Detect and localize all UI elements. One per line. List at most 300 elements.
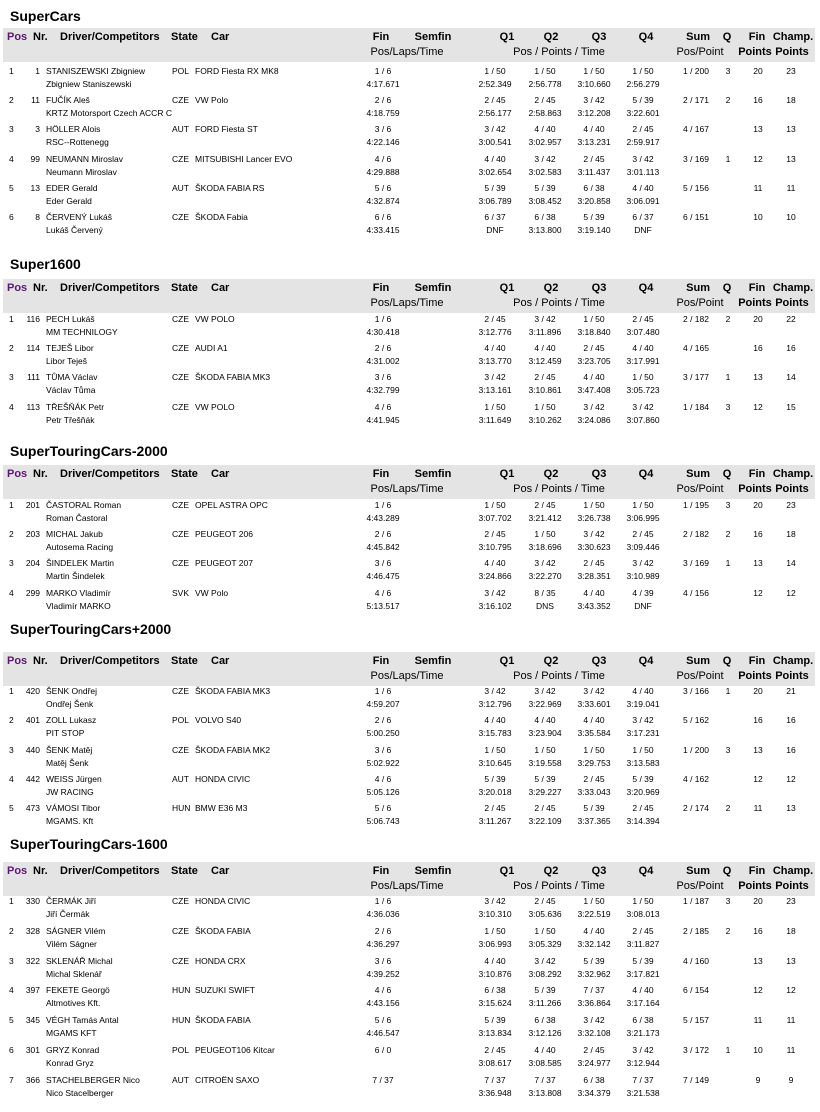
cell-t4: 3:07.480 (626, 327, 660, 337)
cell-sum: 3 / 177 (683, 372, 709, 383)
cell-q4: 7 / 37 (632, 1074, 654, 1085)
cell-t1: 3:16.102 (478, 600, 512, 611)
cell-sum: 4 / 167 (683, 124, 709, 135)
cell-q4: 6 / 38 (632, 1015, 654, 1026)
cell-finpts: 10 (753, 212, 763, 222)
header-sum: Sum (686, 865, 710, 877)
cell-q3: 2 / 45 (583, 773, 605, 784)
cell-driver: STACHELBERGER Nico (46, 1074, 140, 1085)
cell-sum: 4 / 156 (683, 587, 709, 598)
cell-team: Martin Šindelek (46, 571, 105, 582)
cell-q3: 1 / 50 (583, 896, 605, 906)
cell-fin: 1 / 6 (374, 500, 392, 510)
cell-time: 4:32.874 (366, 195, 400, 206)
cell-champ: 11 (786, 1015, 796, 1026)
cell-champ: 13 (786, 153, 796, 164)
cell-t4: 3:13.583 (626, 757, 660, 768)
cell-q3: 3 / 42 (583, 401, 605, 412)
header-nr: Nr. (33, 282, 48, 294)
cell-t2: 3:08.292 (528, 968, 562, 979)
cell-pos: 4 (9, 401, 14, 412)
cell-nr: 11 (31, 95, 40, 106)
cell-fin: 5 / 6 (374, 803, 392, 814)
header-car: Car (211, 282, 230, 294)
cell-car: ŠKODA FABIA MK3 (195, 686, 271, 696)
cell-driver: VÉGH Tamás Antal (46, 1015, 119, 1026)
cell-t2: 3:10.262 (528, 414, 562, 425)
cell-q: 2 (725, 529, 731, 540)
cell-driver: TŘEŠŇÁK Petr (46, 401, 105, 412)
cell-q2: 3 / 42 (534, 955, 556, 966)
cell-q3: 2 / 45 (583, 153, 605, 164)
cell-t4: 3:20.969 (626, 786, 660, 797)
cell-t2: 3:13.800 (528, 225, 562, 235)
cell-q2: 6 / 38 (534, 212, 556, 222)
header-q3: Q3 (591, 655, 607, 667)
cell-team: Ondřej Šenk (46, 699, 94, 709)
cell-driver: MICHAL Jakub (46, 529, 103, 540)
cell-t1: 3:10.795 (478, 542, 512, 553)
cell-nr: 322 (25, 955, 40, 966)
cell-q4: 2 / 45 (632, 529, 654, 540)
header-q4: Q4 (638, 282, 654, 294)
table-header (3, 862, 815, 896)
table-row (0, 371, 820, 400)
cell-q3: 3 / 42 (583, 95, 605, 106)
cell-t4: 3:21.173 (626, 1028, 660, 1039)
cell-team: Altmotives Kft. (46, 998, 101, 1009)
cell-finpts: 13 (753, 955, 763, 966)
cell-champ: 12 (786, 985, 796, 996)
header-fin: Fin (372, 282, 390, 294)
header-q1: Q1 (499, 31, 515, 43)
cell-champ: 12 (786, 587, 796, 598)
cell-t3: 3:28.351 (577, 571, 611, 582)
cell-t3: 3:35.584 (577, 728, 611, 739)
cell-t3: 3:34.379 (577, 1087, 611, 1098)
cell-finpts: 9 (755, 1074, 761, 1085)
cell-q: 2 (725, 95, 731, 106)
cell-q4: 1 / 50 (632, 500, 654, 510)
header-q4: Q4 (638, 655, 654, 667)
cell-t1: 3:13.161 (478, 385, 512, 396)
cell-q1: 1 / 50 (484, 500, 506, 510)
cell-pos: 1 (9, 314, 14, 324)
cell-team: MM TECHNILOGY (46, 327, 118, 337)
cell-sum: 2 / 171 (683, 95, 709, 106)
cell-nr: 13 (30, 182, 40, 193)
cell-t4: 3:11.827 (626, 938, 660, 949)
cell-q2: 5 / 39 (534, 985, 556, 996)
cell-t4: 3:05.723 (626, 385, 660, 396)
header-q1: Q1 (499, 468, 515, 480)
cell-q3: 5 / 39 (583, 212, 605, 222)
cell-q2: 7 / 37 (534, 1074, 556, 1085)
cell-champ: 22 (786, 314, 796, 324)
cell-state: CZE (172, 343, 189, 354)
cell-time: 4:17.671 (366, 79, 400, 89)
cell-driver: WEISS Jürgen (46, 773, 102, 784)
cell-t3: 3:33.601 (577, 699, 611, 709)
cell-t4: 3:01.113 (626, 166, 660, 177)
table-row (0, 153, 820, 182)
table-row (0, 1014, 820, 1043)
header-champ: Champ. (772, 31, 814, 43)
cell-sum: 5 / 156 (683, 182, 709, 193)
cell-q4: 2 / 45 (632, 925, 654, 936)
header-q-sub: Pos / Points / Time (513, 297, 605, 309)
cell-t2: 3:10.861 (528, 385, 562, 396)
table-row (0, 211, 820, 240)
cell-sum: 6 / 151 (683, 212, 709, 222)
table-row (0, 587, 820, 616)
cell-fin: 6 / 6 (374, 212, 392, 222)
cell-state: AUT (172, 124, 189, 135)
cell-t1: 3:13.834 (478, 1028, 512, 1039)
cell-fin: 4 / 6 (374, 153, 392, 164)
cell-nr: 3 (35, 124, 40, 135)
cell-t4: 3:22.601 (626, 108, 660, 119)
cell-car: VW POLO (195, 401, 235, 412)
cell-q1: 2 / 45 (484, 95, 506, 106)
cell-driver: FUČÍK Aleš (46, 95, 90, 106)
cell-finpts: 12 (753, 773, 763, 784)
cell-q2: 3 / 42 (534, 314, 556, 324)
cell-t2: 2:56.778 (528, 79, 562, 89)
cell-t2: 3:22.969 (528, 699, 562, 709)
cell-champ: 23 (786, 66, 796, 76)
cell-pos: 5 (9, 1015, 14, 1026)
cell-fin: 7 / 37 (372, 1074, 394, 1085)
header-state: State (171, 655, 198, 667)
cell-car: HONDA CIVIC (195, 896, 251, 906)
cell-driver: ZOLL Lukasz (46, 715, 97, 726)
cell-q3: 3 / 42 (583, 686, 605, 696)
cell-finpts: 13 (753, 372, 763, 383)
cell-state: CZE (172, 744, 189, 755)
cell-nr: 397 (25, 985, 40, 996)
cell-sum: 3 / 172 (683, 1045, 709, 1055)
cell-pos: 5 (9, 803, 14, 814)
cell-t2: 3:13.808 (528, 1087, 562, 1098)
cell-driver: NEUMANN Miroslav (46, 153, 123, 164)
header-fin-sub: Pos/Laps/Time (370, 297, 444, 309)
header-car: Car (211, 655, 230, 667)
cell-q: 1 (725, 1045, 731, 1055)
cell-team: Neumann Miroslav (46, 166, 117, 177)
cell-t3: 3:11.437 (577, 166, 611, 177)
cell-car: ŠKODA FABIA (195, 1015, 251, 1026)
cell-q1: 4 / 40 (484, 955, 506, 966)
cell-q3: 1 / 50 (583, 314, 605, 324)
cell-team: Vilém Ságner (46, 938, 97, 949)
cell-q2: 6 / 38 (534, 1015, 556, 1026)
cell-time: 5:05.126 (366, 786, 400, 797)
cell-t2: 3:11.266 (528, 998, 562, 1009)
header-q4: Q4 (638, 468, 654, 480)
cell-t4: 3:12.944 (626, 1058, 660, 1068)
cell-car: ŠKODA FABIA MK2 (195, 744, 271, 755)
cell-champ: 16 (786, 744, 796, 755)
table-row (0, 65, 820, 94)
cell-time: 4:31.002 (366, 356, 400, 367)
cell-t2: 3:02.583 (528, 166, 562, 177)
cell-fin: 4 / 6 (374, 587, 392, 598)
cell-q2: 2 / 45 (534, 500, 556, 510)
cell-champ: 10 (786, 212, 796, 222)
table-row (0, 182, 820, 211)
cell-q2: 5 / 39 (534, 182, 556, 193)
cell-state: CZE (172, 558, 189, 569)
cell-q3: 3 / 42 (583, 529, 605, 540)
header-sum-sub: Pos/Point (676, 670, 724, 682)
cell-time: 4:36.036 (366, 909, 400, 919)
table-row (0, 94, 820, 123)
cell-q: 3 (725, 744, 731, 755)
cell-sum: 1 / 195 (683, 500, 709, 510)
cell-q4: 2 / 45 (632, 803, 654, 814)
cell-q4: 4 / 40 (632, 686, 654, 696)
cell-q1: 5 / 39 (484, 182, 506, 193)
cell-nr: 401 (25, 715, 40, 726)
cell-state: CZE (172, 500, 189, 510)
cell-q1: 4 / 40 (484, 343, 506, 354)
header-sum: Sum (686, 282, 710, 294)
cell-t4: 3:17.991 (626, 356, 660, 367)
section-title: Super1600 (10, 256, 81, 272)
cell-state: HUN (172, 985, 191, 996)
cell-pos: 1 (9, 686, 14, 696)
cell-t3: 3:23.705 (577, 356, 611, 367)
cell-t3: 3:32.108 (577, 1028, 611, 1039)
header-q4: Q4 (638, 31, 654, 43)
header-finpts: Fin (748, 655, 766, 667)
cell-finpts: 13 (753, 744, 763, 755)
cell-q3: 3 / 42 (583, 1015, 605, 1026)
cell-champ: 21 (786, 686, 796, 696)
cell-time: 4:29.888 (366, 166, 400, 177)
header-q2: Q2 (543, 865, 559, 877)
cell-q2: 1 / 50 (534, 925, 556, 936)
cell-q2: 2 / 45 (534, 803, 556, 814)
cell-q: 3 (725, 66, 731, 76)
cell-t3: 3:20.858 (577, 195, 611, 206)
cell-q4: 1 / 50 (632, 896, 654, 906)
cell-fin: 2 / 6 (374, 529, 392, 540)
cell-finpts: 20 (753, 686, 763, 696)
cell-team: Eder Gerald (46, 195, 92, 206)
cell-driver: STANISZEWSKI Zbigniew (46, 66, 146, 76)
header-champ: Champ. (772, 865, 814, 877)
cell-q4: 5 / 39 (632, 95, 654, 106)
cell-team: PIT STOP (46, 728, 85, 739)
cell-pos: 4 (9, 153, 14, 164)
cell-q4: 4 / 39 (632, 587, 654, 598)
header-finpts-sub: Points (738, 46, 772, 58)
cell-t4: 3:17.821 (626, 968, 660, 979)
cell-sum: 2 / 182 (683, 529, 709, 540)
cell-fin: 4 / 6 (374, 401, 392, 412)
cell-pos: 2 (9, 715, 14, 726)
cell-q3: 2 / 45 (583, 558, 605, 569)
cell-t1: 3:10.876 (478, 968, 512, 979)
table-row (0, 1074, 820, 1103)
table-row (0, 955, 820, 984)
cell-q: 1 (725, 558, 731, 569)
header-champ-sub: Points (775, 297, 809, 309)
header-pos: Pos (7, 282, 28, 294)
cell-q4: 1 / 50 (632, 744, 654, 755)
header-finpts: Fin (748, 31, 766, 43)
cell-pos: 2 (9, 925, 14, 936)
cell-t1: 3:12.796 (478, 699, 512, 709)
cell-sum: 4 / 165 (683, 343, 709, 354)
cell-time: 4:43.289 (366, 513, 400, 523)
cell-t1: 3:00.541 (478, 137, 512, 148)
header-champ-sub: Points (775, 670, 809, 682)
cell-pos: 3 (9, 372, 14, 383)
cell-q4: 1 / 50 (632, 372, 654, 383)
header-champ: Champ. (772, 655, 814, 667)
header-finpts-sub: Points (738, 670, 772, 682)
cell-state: CZE (172, 372, 189, 383)
cell-finpts: 13 (753, 124, 763, 135)
cell-pos: 3 (9, 955, 14, 966)
cell-finpts: 20 (753, 896, 763, 906)
header-q1: Q1 (499, 282, 515, 294)
cell-driver: ŠENK Matěj (46, 744, 93, 755)
table-row (0, 401, 820, 430)
cell-q1: 2 / 45 (484, 1045, 506, 1055)
cell-t1: 3:06.789 (478, 195, 512, 206)
cell-fin: 4 / 6 (374, 773, 392, 784)
cell-car: PEUGEOT106 Kitcar (195, 1045, 275, 1055)
cell-fin: 1 / 6 (374, 896, 392, 906)
cell-team: JW RACING (46, 786, 94, 797)
cell-driver: ČERVENÝ Lukáš (46, 212, 112, 222)
cell-fin: 3 / 6 (374, 744, 392, 755)
cell-t3: 3:13.231 (577, 137, 611, 148)
header-car: Car (211, 865, 230, 877)
header-semfin: Semfin (414, 655, 452, 667)
cell-nr: 114 (26, 343, 40, 354)
header-champ: Champ. (772, 282, 814, 294)
cell-pos: 2 (9, 343, 14, 354)
cell-q3: 4 / 40 (583, 587, 605, 598)
cell-nr: 330 (25, 896, 40, 906)
header-sum-sub: Pos/Point (676, 46, 724, 58)
cell-q3: 1 / 50 (583, 744, 605, 755)
cell-q2: 1 / 50 (534, 401, 556, 412)
cell-q1: 4 / 40 (484, 558, 506, 569)
cell-team: MGAMS. Kft (46, 816, 94, 827)
cell-q1: 2 / 45 (484, 529, 506, 540)
cell-t2: 3:11.896 (528, 327, 562, 337)
cell-car: MITSUBISHI Lancer EVO (195, 153, 293, 164)
cell-time: 4:36.297 (366, 938, 400, 949)
cell-t4: 3:17.231 (626, 728, 660, 739)
cell-q3: 1 / 50 (583, 500, 605, 510)
cell-t2: 3:08.452 (528, 195, 562, 206)
table-row (0, 925, 820, 954)
cell-pos: 7 (9, 1074, 14, 1085)
cell-t3: 3:29.753 (577, 757, 611, 768)
cell-car: VW Polo (195, 587, 229, 598)
header-finpts: Fin (748, 282, 766, 294)
cell-time: 5:06.743 (366, 816, 400, 827)
cell-t3: 3:26.738 (577, 513, 611, 523)
header-q: Q (722, 31, 732, 43)
cell-t4: 3:08.013 (626, 909, 660, 919)
cell-state: CZE (172, 401, 189, 412)
header-pos: Pos (7, 31, 28, 43)
cell-state: CZE (172, 153, 189, 164)
cell-fin: 3 / 6 (374, 558, 392, 569)
cell-finpts: 20 (753, 500, 763, 510)
cell-car: ŠKODA FABIA MK3 (195, 372, 271, 383)
cell-q: 3 (725, 401, 731, 412)
cell-pos: 1 (9, 66, 14, 76)
cell-nr: 442 (25, 773, 40, 784)
header-q3: Q3 (591, 865, 607, 877)
cell-q1: 6 / 38 (484, 985, 506, 996)
cell-time: 4:46.475 (366, 571, 400, 582)
table-row (0, 123, 820, 152)
cell-t3: 3:12.208 (577, 108, 611, 119)
cell-car: VOLVO S40 (195, 715, 242, 726)
cell-fin: 3 / 6 (374, 124, 392, 135)
cell-q4: 2 / 45 (632, 124, 654, 135)
cell-champ: 16 (786, 343, 796, 354)
header-fin-sub: Pos/Laps/Time (370, 483, 444, 495)
cell-nr: 299 (25, 587, 40, 598)
cell-q2: 4 / 40 (534, 343, 556, 354)
header-pos: Pos (7, 655, 28, 667)
cell-t4: 3:07.860 (626, 414, 660, 425)
cell-team: Konrad Gryz (46, 1058, 94, 1068)
header-semfin: Semfin (414, 865, 452, 877)
cell-time: 4:32.799 (366, 385, 400, 396)
cell-driver: SKLENÁŘ Michal (46, 955, 113, 966)
cell-fin: 3 / 6 (374, 955, 392, 966)
cell-t4: 3:21.538 (626, 1087, 660, 1098)
cell-time: 5:13.517 (366, 600, 400, 611)
cell-state: AUT (172, 1074, 189, 1085)
header-fin: Fin (372, 31, 390, 43)
cell-sum: 4 / 162 (683, 773, 709, 784)
cell-team: Zbigniew Staniszewski (46, 79, 132, 89)
cell-q4: 6 / 37 (632, 212, 654, 222)
cell-finpts: 11 (753, 803, 763, 814)
cell-t1: 3:20.018 (478, 786, 512, 797)
cell-fin: 1 / 6 (374, 66, 392, 76)
cell-q4: 5 / 39 (632, 773, 654, 784)
cell-nr: 111 (27, 372, 40, 383)
cell-nr: 204 (25, 558, 40, 569)
header-fin-sub: Pos/Laps/Time (370, 46, 444, 58)
cell-t3: 3:30.623 (577, 542, 611, 553)
cell-driver: ŠENK Ondřej (46, 686, 98, 696)
cell-nr: 203 (25, 529, 40, 540)
cell-time: 4:22.146 (366, 137, 400, 148)
header-pos: Pos (7, 865, 28, 877)
cell-state: HUN (172, 1015, 191, 1026)
cell-driver: ŠINDELEK Martin (46, 558, 115, 569)
cell-t2: 3:18.696 (528, 542, 562, 553)
cell-champ: 12 (786, 773, 796, 784)
header-sum-sub: Pos/Point (676, 483, 724, 495)
cell-car: ŠKODA FABIA (195, 925, 251, 936)
